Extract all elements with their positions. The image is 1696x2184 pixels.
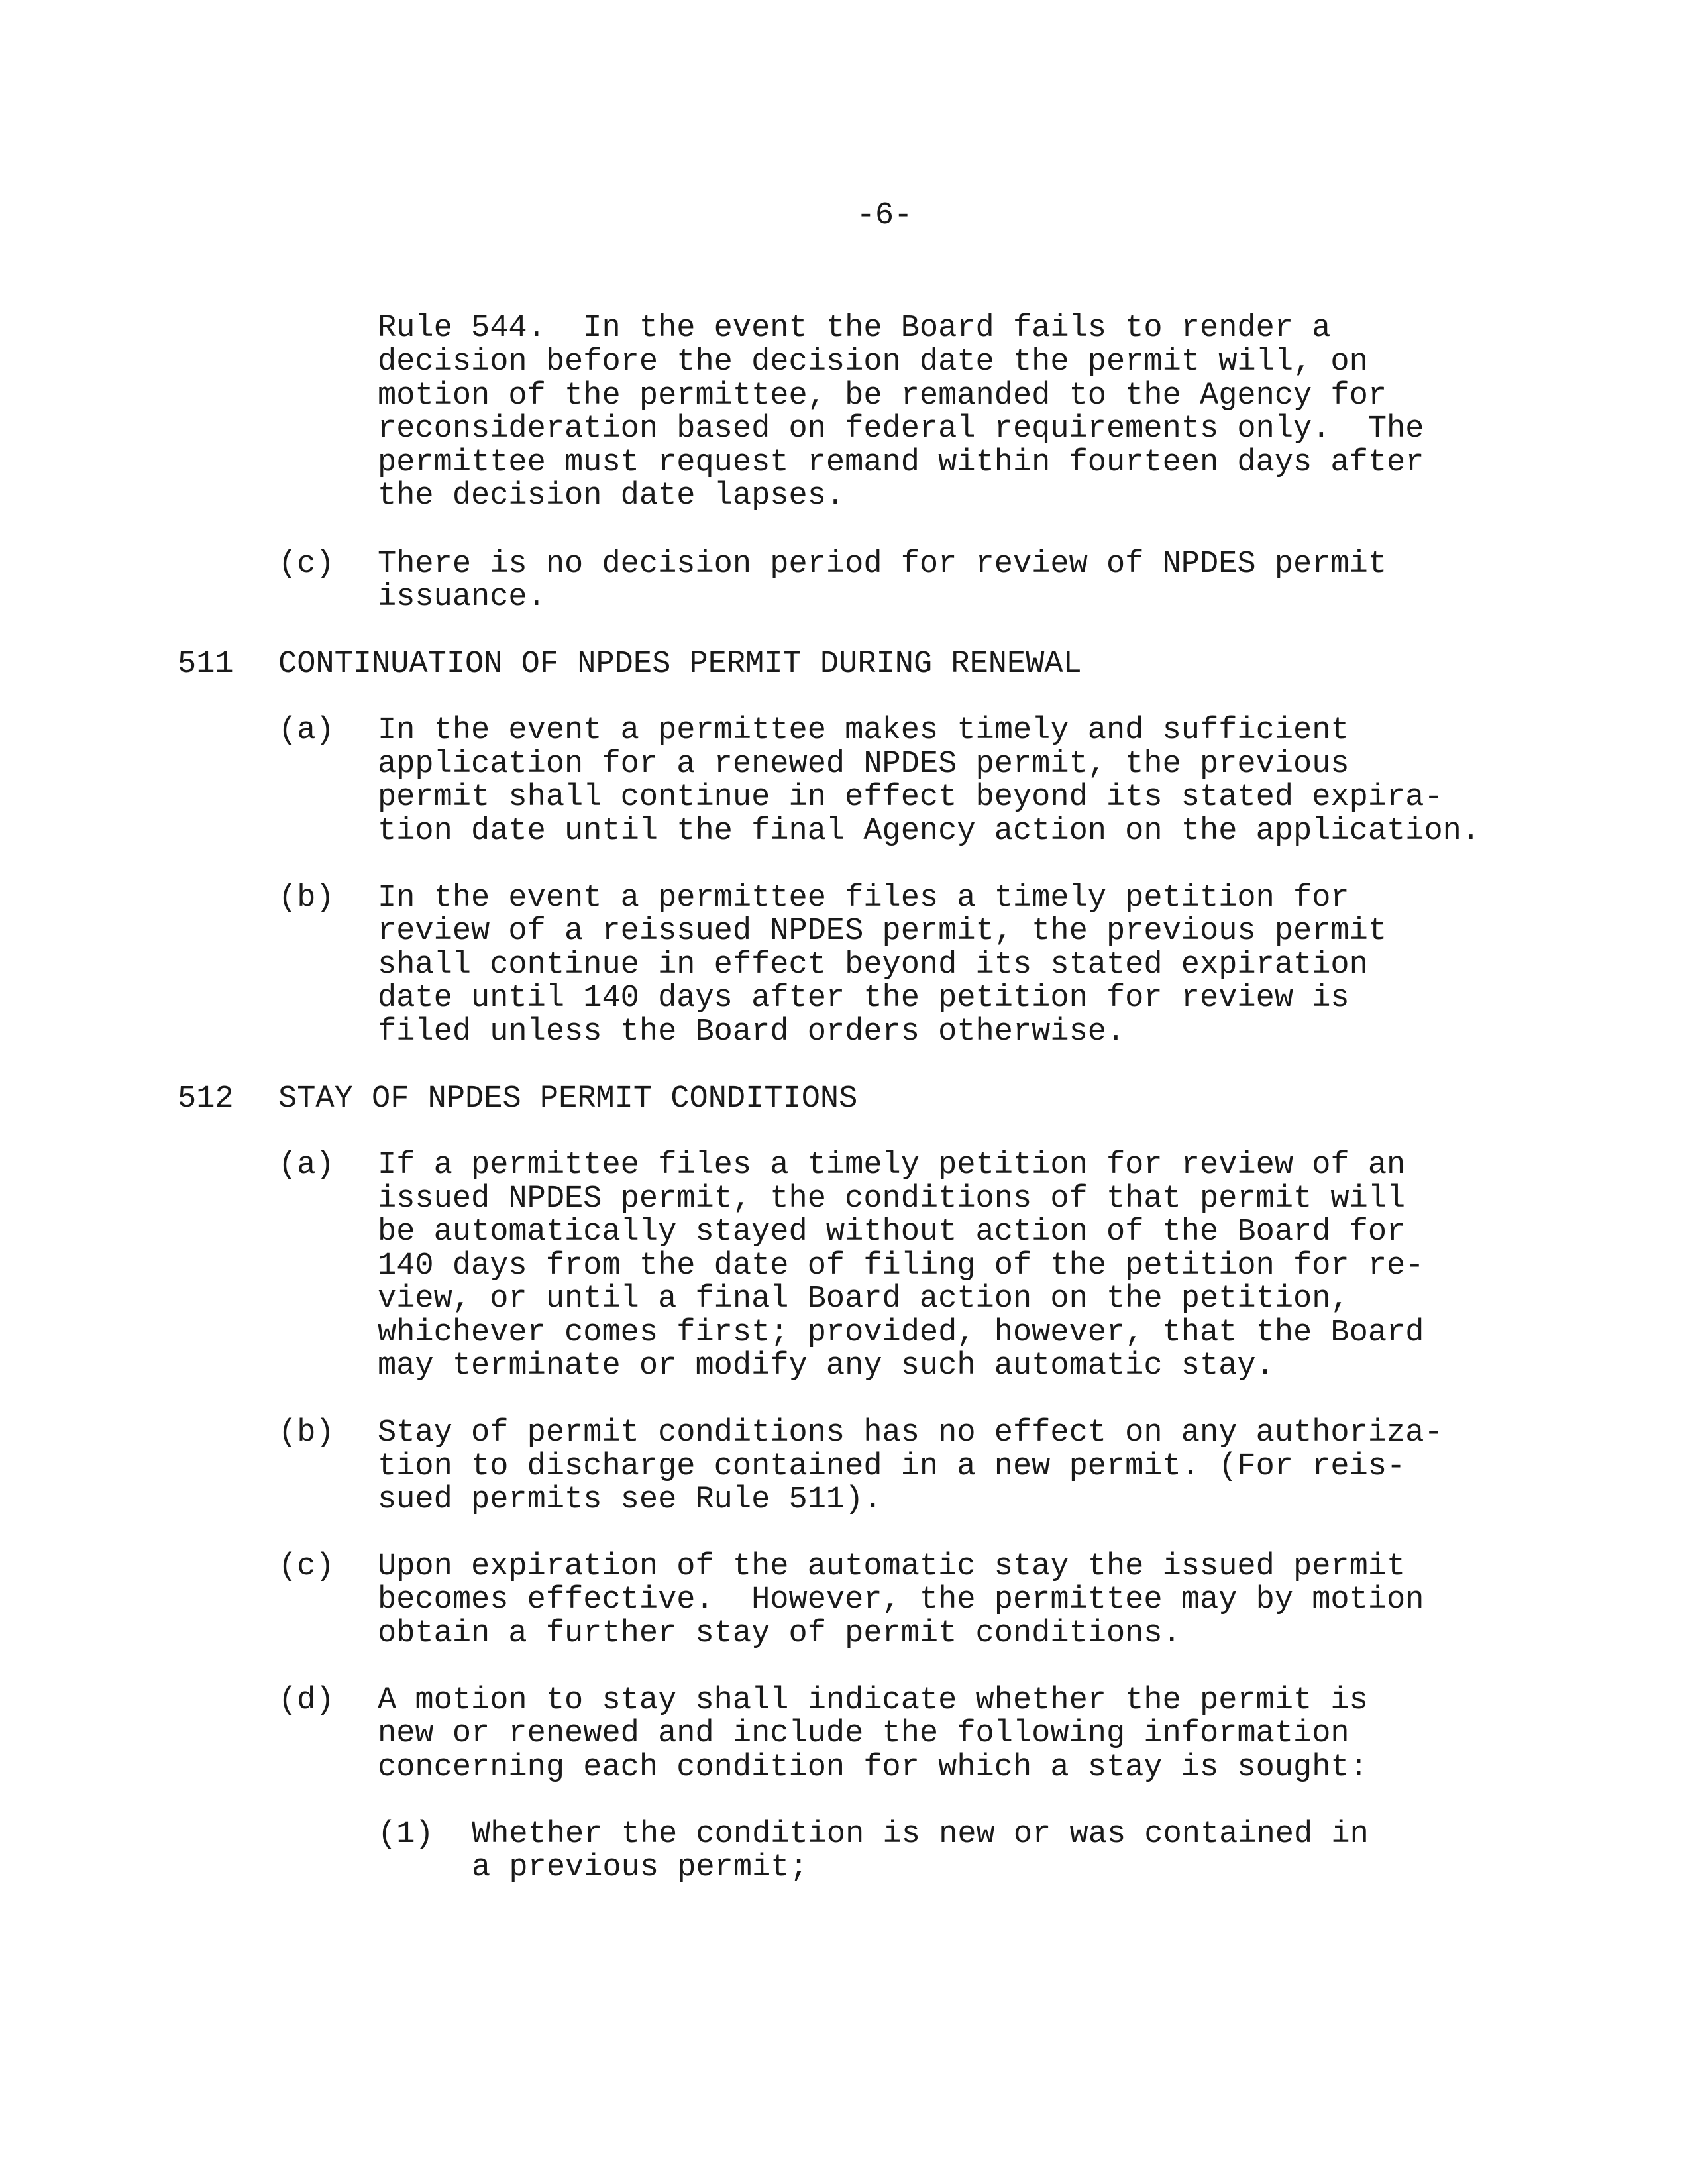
text-line: becomes effective. However, the permittee may by motion: [378, 1582, 1424, 1617]
item-label: (a): [278, 713, 335, 748]
text-line: issuance.: [378, 580, 546, 615]
item-label: (c): [278, 1549, 335, 1584]
text-line: be automatically stayed without action of the Board for: [378, 1215, 1406, 1250]
text-line: 140 days from the date of filing of the petition for re-: [378, 1248, 1424, 1283]
text-line: may terminate or modify any such automatic stay.: [378, 1348, 1275, 1384]
item-label: (1): [378, 1817, 434, 1852]
text-line: issued NPDES permit, the conditions of that permit will: [378, 1181, 1406, 1217]
item-label: (c): [278, 547, 335, 582]
page-number: -6-: [856, 198, 913, 233]
text-line: whichever comes first; provided, however, that the Board: [378, 1315, 1424, 1350]
text-line: permittee must request remand within fourteen days after: [378, 445, 1424, 480]
text-line: filed unless the Board orders otherwise.: [378, 1014, 1126, 1050]
text-line: tion date until the final Agency action on the application.: [378, 814, 1481, 849]
text-line: permit shall continue in effect beyond its stated expira-: [378, 780, 1443, 815]
text-line: Whether the condition is new or was contained in: [472, 1817, 1369, 1852]
section-number: 511: [178, 647, 234, 682]
section-title: STAY OF NPDES PERMIT CONDITIONS: [278, 1081, 858, 1117]
text-line: reconsideration based on federal requirements only. The: [378, 411, 1424, 447]
text-line: tion to discharge contained in a new permit. (For reis-: [378, 1449, 1406, 1484]
text-line: In the event a permittee files a timely petition for: [378, 881, 1350, 916]
text-line: application for a renewed NPDES permit, the previous: [378, 747, 1350, 782]
text-line: motion of the permittee, be remanded to the Agency for: [378, 378, 1387, 413]
text-line: There is no decision period for review of NPDES permit: [378, 547, 1387, 582]
text-line: Rule 544. In the event the Board fails to render a: [378, 311, 1331, 346]
text-line: In the event a permittee makes timely and sufficient: [378, 713, 1350, 748]
section-title: CONTINUATION OF NPDES PERMIT DURING RENEWAL: [278, 647, 1082, 682]
text-line: shall continue in effect beyond its stated expiration: [378, 948, 1368, 983]
text-line: obtain a further stay of permit conditions.: [378, 1616, 1181, 1651]
text-line: view, or until a final Board action on the petition,: [378, 1282, 1350, 1317]
section-number: 512: [178, 1081, 234, 1117]
text-line: review of a reissued NPDES permit, the previous permit: [378, 914, 1387, 949]
text-line: sued permits see Rule 511).: [378, 1482, 882, 1517]
text-line: date until 140 days after the petition for review is: [378, 981, 1350, 1016]
item-label: (b): [278, 1415, 335, 1450]
text-line: new or renewed and include the following information: [378, 1716, 1350, 1751]
text-line: If a permittee files a timely petition for review of an: [378, 1148, 1406, 1183]
item-label: (d): [278, 1683, 335, 1718]
item-label: (a): [278, 1148, 335, 1183]
text-line: concerning each condition for which a stay is sought:: [378, 1750, 1368, 1785]
text-line: decision before the decision date the permit will, on: [378, 345, 1368, 380]
text-line: Upon expiration of the automatic stay the issued permit: [378, 1549, 1406, 1584]
text-line: A motion to stay shall indicate whether the permit is: [378, 1683, 1368, 1718]
text-line: a previous permit;: [472, 1850, 808, 1885]
text-line: Stay of permit conditions has no effect on any authoriza-: [378, 1415, 1443, 1450]
text-line: the decision date lapses.: [378, 478, 845, 514]
item-label: (b): [278, 881, 335, 916]
